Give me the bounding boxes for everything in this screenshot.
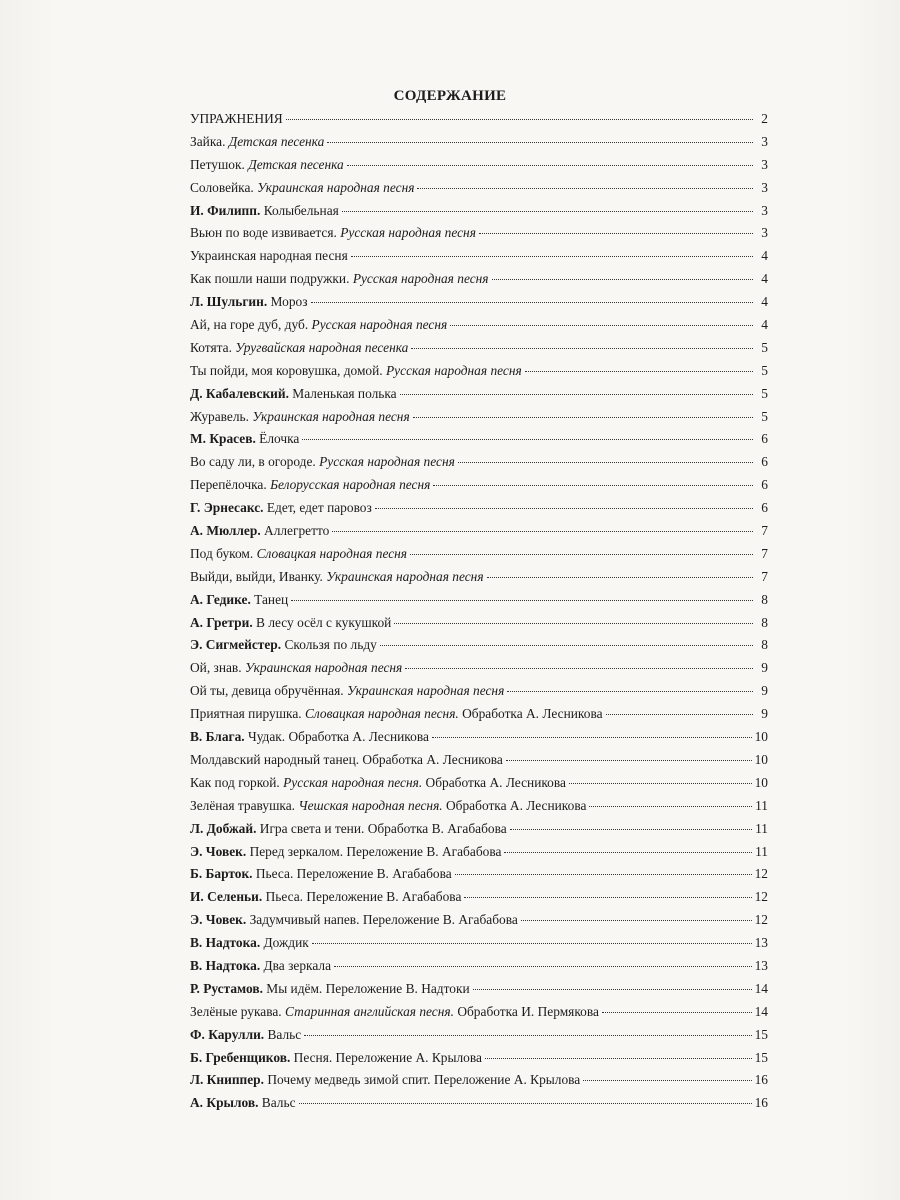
toc-entry (190, 659, 768, 682)
toc-entry-text-part: Игра света и тени. Обработка В. Агабабова (256, 820, 507, 836)
toc-entry-text-part: Выйди, выйди, Иванку. (190, 568, 327, 584)
toc-page-number: 16 (754, 1072, 768, 1088)
toc-entry (190, 1071, 768, 1094)
dot-leader (342, 210, 753, 212)
dot-leader (521, 919, 752, 921)
toc-page-number: 4 (761, 271, 768, 287)
toc-page-number: 3 (761, 179, 768, 195)
toc-entry-text-part: Как под горкой. (190, 774, 284, 790)
toc-entry-text-part: Э. Човек. (190, 912, 247, 928)
toc-entry-title (190, 247, 348, 265)
toc-entry-text-part: Б. Гребенщиков. (190, 1049, 291, 1065)
toc-page-number: 3 (761, 133, 768, 149)
toc-entry-title (190, 133, 324, 151)
dot-leader (455, 873, 752, 875)
toc-entry-title (190, 797, 586, 815)
toc-entry (190, 865, 768, 888)
toc-page-number: 9 (761, 683, 768, 699)
dot-leader (432, 736, 752, 738)
toc-entry (190, 110, 768, 133)
toc-entry-text-part: В. Надтока. (190, 957, 261, 973)
toc-page-number: 8 (761, 637, 768, 653)
toc-entry-text-part: Русская народная песня (352, 271, 489, 287)
toc-entry-text-part: Зелёные рукава. (190, 1003, 285, 1019)
toc-entry-text-part: Ф. Карулли. (190, 1026, 265, 1042)
toc-entry-text-part: Русская народная песня (340, 225, 476, 241)
toc-entry (190, 957, 768, 980)
toc-entry-text-part: Задумчивый напев. Переложение В. Агабабова (246, 912, 518, 928)
toc-entry-title (190, 820, 507, 838)
toc-entry-text-part: Д. Кабалевский. (190, 385, 289, 401)
toc-entry (190, 545, 768, 568)
toc-entry (190, 934, 768, 957)
toc-entry (190, 980, 768, 1003)
dot-leader (347, 164, 753, 166)
toc-entry-text-part: В лесу осёл с кукушкой (252, 614, 392, 630)
toc-entry-text-part: А. Мюллер. (190, 523, 261, 539)
toc-entry-title (190, 499, 372, 517)
toc-entry (190, 591, 768, 614)
toc-page-number: 12 (754, 912, 768, 928)
toc-entry-text-part: Словацкая народная песня (256, 545, 408, 561)
dot-leader (299, 1102, 752, 1104)
toc-entry (190, 430, 768, 453)
toc-entry (190, 568, 768, 591)
toc-page-number: 6 (761, 454, 768, 470)
dot-leader (311, 301, 754, 303)
toc-entry-text-part: Зелёная травушка. (190, 797, 299, 813)
toc-entry-text-part: Русская народная песня. (283, 774, 423, 790)
toc-entry-text-part: Обработка А. Лесникова (422, 774, 566, 790)
toc-page-number: 7 (761, 523, 768, 539)
dot-leader (291, 599, 753, 601)
toc-entry-text-part: Ой ты, девица обручённая. (190, 683, 347, 699)
toc-entry (190, 888, 768, 911)
toc-page-number: 13 (754, 935, 768, 951)
toc-entry-text-part: В. Блага. (190, 729, 245, 745)
toc-entry-text-part: Детская песенка (228, 133, 325, 149)
toc-page-number: 9 (761, 706, 768, 722)
toc-entry (190, 682, 768, 705)
toc-entry-title (190, 774, 566, 792)
dot-leader (286, 118, 753, 120)
toc-page-number: 9 (761, 660, 768, 676)
toc-entry-title (190, 522, 329, 540)
toc-entry-title (190, 728, 429, 746)
toc-entry-text-part: Ты пойди, моя коровушка, домой. (190, 362, 386, 378)
toc-page-number: 4 (761, 248, 768, 264)
toc-page-number: 6 (761, 477, 768, 493)
toc-page-number: 3 (761, 202, 768, 218)
toc-entry-text-part: Под буком. (190, 545, 257, 561)
toc-entry-title (190, 591, 288, 609)
dot-leader (569, 782, 752, 784)
toc-page-number: 5 (761, 385, 768, 401)
toc-entry-title (190, 957, 331, 975)
toc-entry (190, 1003, 768, 1026)
toc-entry-text-part: Украинская народная песня (326, 568, 484, 584)
toc-entry-text-part: Аллегретто (260, 523, 330, 539)
dot-leader (334, 965, 752, 967)
toc-entry-text-part: Обработка И. Пермякова (453, 1003, 599, 1019)
toc-entry-title (190, 568, 484, 586)
toc-page-number: 8 (761, 614, 768, 630)
toc-entry-title (190, 202, 339, 220)
table-of-contents (190, 110, 768, 1117)
toc-entry-text-part: Старинная английская песня. (284, 1003, 454, 1019)
toc-entry (190, 797, 768, 820)
toc-entry-title (190, 270, 489, 288)
toc-entry (190, 362, 768, 385)
toc-entry-text-part: Вьюн по воде извивается. (190, 225, 341, 241)
toc-entry (190, 179, 768, 202)
toc-entry-text-part: Колыбельная (260, 202, 339, 218)
toc-entry-text-part: Ай, на горе дуб, дуб. (190, 317, 312, 333)
toc-entry-text-part: А. Гедике. (190, 591, 251, 607)
dot-leader (351, 255, 753, 257)
toc-page-number: 6 (761, 431, 768, 447)
toc-entry-text-part: Как пошли наши подружки. (190, 271, 353, 287)
toc-entry-title (190, 362, 522, 380)
toc-entry (190, 705, 768, 728)
toc-entry-text-part: Едет, едет паровоз (263, 500, 372, 516)
dot-leader (485, 1057, 752, 1059)
toc-entry-title (190, 179, 414, 197)
toc-entry-title (190, 408, 410, 426)
toc-page-number: 10 (754, 751, 768, 767)
toc-page-number: 4 (761, 317, 768, 333)
dot-leader (413, 416, 753, 418)
toc-page-number: 3 (761, 225, 768, 241)
toc-entry-text-part: Петушок. (190, 156, 249, 172)
dot-leader (458, 461, 753, 463)
toc-entry (190, 247, 768, 270)
dot-leader (464, 896, 751, 898)
toc-entry-title (190, 430, 299, 448)
toc-entry-title (190, 453, 455, 471)
toc-entry-text-part: Котята. (190, 339, 236, 355)
toc-entry (190, 385, 768, 408)
toc-entry-text-part: Ёлочка (255, 431, 300, 447)
toc-entry-title (190, 1003, 599, 1021)
toc-entry (190, 224, 768, 247)
dot-leader (506, 759, 752, 761)
toc-entry-text-part: Пьеса. Переложение В. Агабабова (252, 866, 452, 882)
toc-page-number: 14 (754, 980, 768, 996)
toc-entry-title (190, 614, 391, 632)
toc-page-number: 13 (754, 957, 768, 973)
toc-entry-text-part: Э. Човек. (190, 843, 247, 859)
toc-entry-text-part: Б. Барток. (190, 866, 253, 882)
toc-entry (190, 774, 768, 797)
toc-entry-text-part: Вальс (264, 1026, 302, 1042)
toc-entry-title (190, 865, 452, 883)
toc-entry (190, 1026, 768, 1049)
toc-entry-title (190, 659, 402, 677)
dot-leader (410, 553, 753, 555)
toc-entry-text-part: Приятная пирушка. (190, 706, 305, 722)
toc-entry-text-part: Дождик (260, 935, 309, 951)
toc-entry-text-part: Л. Книппер. (190, 1072, 264, 1088)
toc-entry-title (190, 293, 308, 311)
toc-entry-text-part: Украинская народная песня (244, 660, 403, 676)
dot-leader (589, 805, 752, 807)
toc-entry-text-part: Обработка А. Лесникова (458, 706, 603, 722)
toc-entry-text-part: Маленькая полька (288, 385, 397, 401)
dot-leader (302, 438, 753, 440)
toc-entry-text-part: И. Селеньи. (190, 889, 263, 905)
toc-entry-title (190, 385, 397, 403)
toc-entry-title (190, 1094, 296, 1112)
toc-entry-text-part: Мороз (267, 294, 308, 310)
dot-leader (606, 713, 753, 715)
dot-leader (312, 942, 752, 944)
dot-leader (450, 324, 753, 326)
toc-entry-title (190, 751, 503, 769)
toc-page-number: 7 (761, 568, 768, 584)
toc-entry (190, 820, 768, 843)
toc-entry (190, 1049, 768, 1072)
toc-entry-title (190, 316, 447, 334)
toc-entry-title (190, 1071, 580, 1089)
toc-page-number: 5 (761, 362, 768, 378)
toc-page-number: 3 (761, 156, 768, 172)
page-title: СОДЕРЖАНИЕ (393, 88, 507, 104)
dot-leader (332, 530, 753, 532)
dot-leader (504, 851, 752, 853)
toc-entry-text-part: Л. Добжай. (190, 820, 257, 836)
toc-page-number: 5 (761, 339, 768, 355)
dot-leader (507, 690, 753, 692)
toc-entry-title (190, 156, 344, 174)
dot-leader (411, 347, 753, 349)
toc-entry-text-part: Почему медведь зимой спит. Переложение А. Крылова (263, 1072, 581, 1088)
toc-entry (190, 499, 768, 522)
toc-entry-text-part: Два зеркала (260, 957, 332, 973)
toc-entry (190, 843, 768, 866)
toc-page-number: 5 (761, 408, 768, 424)
toc-entry-title (190, 636, 377, 654)
toc-entry-title (190, 843, 501, 861)
toc-page-number: 12 (754, 866, 768, 882)
toc-entry-text-part: Чешская народная песня. (298, 797, 443, 813)
toc-entry-text-part: Пьеса. Переложение В. Агабабова (262, 889, 462, 905)
toc-entry-text-part: Г. Эрнесакс. (190, 500, 264, 516)
dot-leader (380, 644, 753, 646)
toc-entry-text-part: Украинская народная песня (257, 179, 415, 195)
dot-leader (487, 576, 753, 578)
toc-entry-title (190, 224, 476, 242)
toc-entry-text-part: Во саду ли, в огороде. (190, 454, 320, 470)
toc-entry-text-part: Скользя по льду (281, 637, 377, 653)
toc-entry-text-part: Русская народная песня (386, 362, 522, 378)
toc-page-number: 10 (754, 729, 768, 745)
toc-entry-title (190, 110, 283, 128)
toc-entry-text-part: Песня. Переложение А. Крылова (290, 1049, 482, 1065)
toc-entry (190, 728, 768, 751)
toc-entry-text-part: Э. Сигмейстер. (190, 637, 282, 653)
toc-page-number: 10 (754, 774, 768, 790)
toc-entry (190, 614, 768, 637)
dot-leader (304, 1034, 751, 1036)
dot-leader (400, 393, 753, 395)
dot-leader (510, 828, 752, 830)
toc-entry-title (190, 934, 309, 952)
toc-entry (190, 408, 768, 431)
toc-entry-text-part: Украинская народная песня (346, 683, 505, 699)
toc-entry-text-part: А. Гретри. (190, 614, 253, 630)
toc-entry-text-part: Чудак. Обработка А. Лесникова (244, 729, 429, 745)
toc-entry-text-part: Русская народная песня (311, 317, 448, 333)
toc-entry-text-part: Л. Шульгин. (190, 294, 268, 310)
dot-leader (394, 622, 753, 624)
dot-leader (405, 667, 753, 669)
toc-entry-text-part: В. Надтока. (190, 935, 261, 951)
toc-entry (190, 293, 768, 316)
toc-entry-text-part: Ой, знав. (190, 660, 245, 676)
toc-entry (190, 751, 768, 774)
toc-entry-title (190, 476, 430, 494)
toc-entry-title (190, 705, 603, 723)
dot-leader (375, 507, 753, 509)
toc-page-number: 8 (761, 591, 768, 607)
dot-leader (417, 187, 753, 189)
dot-leader (327, 141, 753, 143)
toc-entry-text-part: Вальс (258, 1095, 296, 1111)
toc-entry-text-part: Детская песенка (248, 156, 344, 172)
toc-entry-title (190, 980, 470, 998)
toc-entry (190, 316, 768, 339)
toc-page-number: 2 (761, 111, 768, 126)
toc-entry (190, 522, 768, 545)
toc-page-number: 16 (754, 1095, 768, 1111)
toc-entry-text-part: Журавель. (190, 408, 253, 424)
toc-entry-text-part: УПРАЖНЕНИЯ (190, 111, 283, 126)
toc-entry-title (190, 1026, 301, 1044)
toc-entry-text-part: Русская народная песня (319, 454, 455, 470)
dot-leader (473, 988, 752, 990)
toc-entry-text-part: Молдавский народный танец. Обработка А. Лесникова (190, 751, 503, 767)
toc-entry-text-part: Мы идём. Переложение В. Надтоки (262, 980, 470, 996)
dot-leader (433, 484, 753, 486)
toc-entry-text-part: Танец (250, 591, 289, 607)
toc-page-number: 15 (754, 1049, 768, 1065)
toc-page-number: 11 (755, 797, 768, 813)
toc-entry (190, 270, 768, 293)
toc-page-number: 11 (755, 843, 768, 859)
toc-page-number: 15 (754, 1026, 768, 1042)
toc-entry-title (190, 545, 407, 563)
toc-entry-text-part: Обработка А. Лесникова (442, 797, 587, 813)
dot-leader (525, 370, 753, 372)
toc-page-number: 12 (754, 889, 768, 905)
toc-entry-text-part: Белорусская народная песня (270, 477, 431, 493)
toc-entry-text-part: М. Красев. (190, 431, 256, 447)
dot-leader (602, 1011, 752, 1013)
toc-entry-text-part: А. Крылов. (190, 1095, 259, 1111)
toc-entry-text-part: Р. Рустамов. (190, 980, 263, 996)
toc-entry (190, 339, 768, 362)
toc-page-number: 14 (754, 1003, 768, 1019)
toc-entry-text-part: Соловейка. (190, 179, 258, 195)
toc-entry-title (190, 911, 518, 929)
toc-page-number: 4 (761, 294, 768, 310)
toc-entry-title (190, 682, 504, 700)
toc-entry (190, 453, 768, 476)
toc-entry-text-part: Украинская народная песня (252, 408, 410, 424)
dot-leader (479, 232, 753, 234)
toc-entry-text-part: Словацкая народная песня. (304, 706, 459, 722)
toc-entry-text-part: Уругвайская народная песенка (235, 339, 409, 355)
toc-entry (190, 1094, 768, 1117)
toc-page-number: 11 (755, 820, 768, 836)
toc-entry-text-part: И. Филипп. (190, 202, 261, 218)
toc-entry-title (190, 1049, 482, 1067)
toc-entry (190, 476, 768, 499)
toc-entry (190, 202, 768, 225)
toc-entry-title (190, 888, 461, 906)
toc-entry (190, 636, 768, 659)
toc-entry (190, 911, 768, 934)
dot-leader (492, 278, 753, 280)
toc-entry (190, 156, 768, 179)
toc-entry-title (190, 339, 408, 357)
toc-entry-text-part: Перепёлочка. (190, 477, 271, 493)
toc-entry-text-part: Зайка. (190, 133, 229, 149)
toc-page-number: 6 (761, 500, 768, 516)
toc-entry-text-part: Перед зеркалом. Переложение В. Агабабова (246, 843, 502, 859)
toc-page-number: 7 (761, 545, 768, 561)
toc-entry-text-part: Украинская народная песня (190, 248, 348, 264)
dot-leader (583, 1079, 751, 1081)
toc-entry (190, 133, 768, 156)
